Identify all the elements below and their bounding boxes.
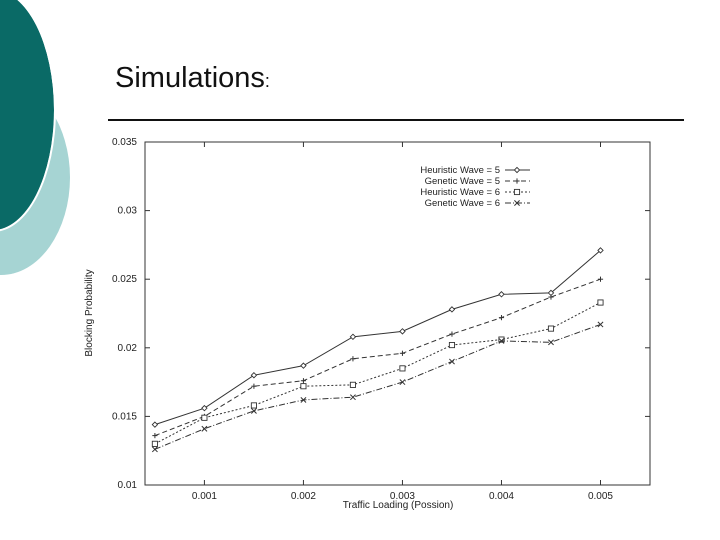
legend-marker bbox=[514, 167, 519, 172]
plot-frame bbox=[145, 142, 650, 485]
x-axis bbox=[192, 142, 614, 502]
legend-label: Genetic Wave = 6 bbox=[424, 198, 500, 209]
legend-label: Genetic Wave = 5 bbox=[424, 176, 500, 187]
data-point bbox=[400, 380, 405, 385]
data-point bbox=[202, 406, 207, 411]
data-point bbox=[202, 426, 207, 431]
y-axis bbox=[112, 137, 650, 491]
data-point bbox=[598, 300, 603, 305]
y-tick-label: 0.03 bbox=[117, 205, 137, 217]
series-line bbox=[155, 279, 601, 435]
data-point bbox=[400, 366, 405, 371]
x-tick-label: 0.001 bbox=[191, 491, 217, 502]
legend-marker bbox=[514, 189, 519, 194]
data-point bbox=[548, 294, 553, 299]
data-point bbox=[449, 307, 454, 312]
x-tick-label: 0.002 bbox=[290, 491, 316, 502]
x-tick-label: 0.003 bbox=[389, 491, 415, 502]
y-axis-label: Blocking Probability bbox=[84, 269, 95, 357]
data-point bbox=[400, 351, 405, 356]
data-point bbox=[350, 334, 355, 339]
series-4 bbox=[152, 322, 603, 452]
data-point bbox=[350, 382, 355, 387]
legend-label: Heuristic Wave = 5 bbox=[420, 165, 500, 176]
data-point bbox=[251, 373, 256, 378]
legend-marker bbox=[514, 178, 519, 183]
x-axis-label: Traffic Loading (Possion) bbox=[342, 500, 454, 511]
x-tick-label: 0.005 bbox=[587, 491, 614, 502]
data-point bbox=[301, 378, 306, 383]
data-point bbox=[152, 447, 157, 452]
y-tick-label: 0.035 bbox=[111, 137, 137, 148]
slide-title-text: Simulations bbox=[115, 62, 265, 94]
slide-title-colon: : bbox=[264, 71, 270, 91]
series-3 bbox=[152, 300, 603, 447]
y-tick-label: 0.025 bbox=[111, 274, 137, 286]
series-layer bbox=[152, 248, 603, 452]
data-point bbox=[598, 277, 603, 282]
data-point bbox=[202, 415, 207, 420]
series-line bbox=[155, 250, 601, 424]
data-point bbox=[598, 322, 603, 327]
data-point bbox=[400, 329, 405, 334]
data-point bbox=[251, 384, 256, 389]
legend-label: Heuristic Wave = 6 bbox=[420, 187, 500, 198]
data-point bbox=[449, 342, 454, 347]
y-tick-label: 0.02 bbox=[117, 342, 137, 354]
series-1 bbox=[152, 248, 603, 427]
legend bbox=[420, 165, 530, 209]
data-point bbox=[548, 340, 553, 345]
data-point bbox=[449, 359, 454, 364]
series-line bbox=[155, 324, 601, 449]
data-point bbox=[152, 422, 157, 427]
data-point bbox=[548, 326, 553, 331]
data-point bbox=[251, 403, 256, 408]
data-point bbox=[499, 292, 504, 297]
data-point bbox=[251, 408, 256, 413]
data-point bbox=[350, 356, 355, 361]
series-2 bbox=[152, 277, 603, 439]
y-tick-label: 0.01 bbox=[117, 480, 137, 491]
y-tick-label: 0.015 bbox=[111, 411, 137, 423]
data-point bbox=[449, 331, 454, 336]
data-point bbox=[350, 395, 355, 400]
x-tick-label: 0.004 bbox=[488, 491, 514, 502]
data-point bbox=[152, 433, 157, 438]
data-point bbox=[499, 315, 504, 320]
data-point bbox=[301, 363, 306, 368]
data-point bbox=[152, 441, 157, 446]
data-point bbox=[301, 384, 306, 389]
